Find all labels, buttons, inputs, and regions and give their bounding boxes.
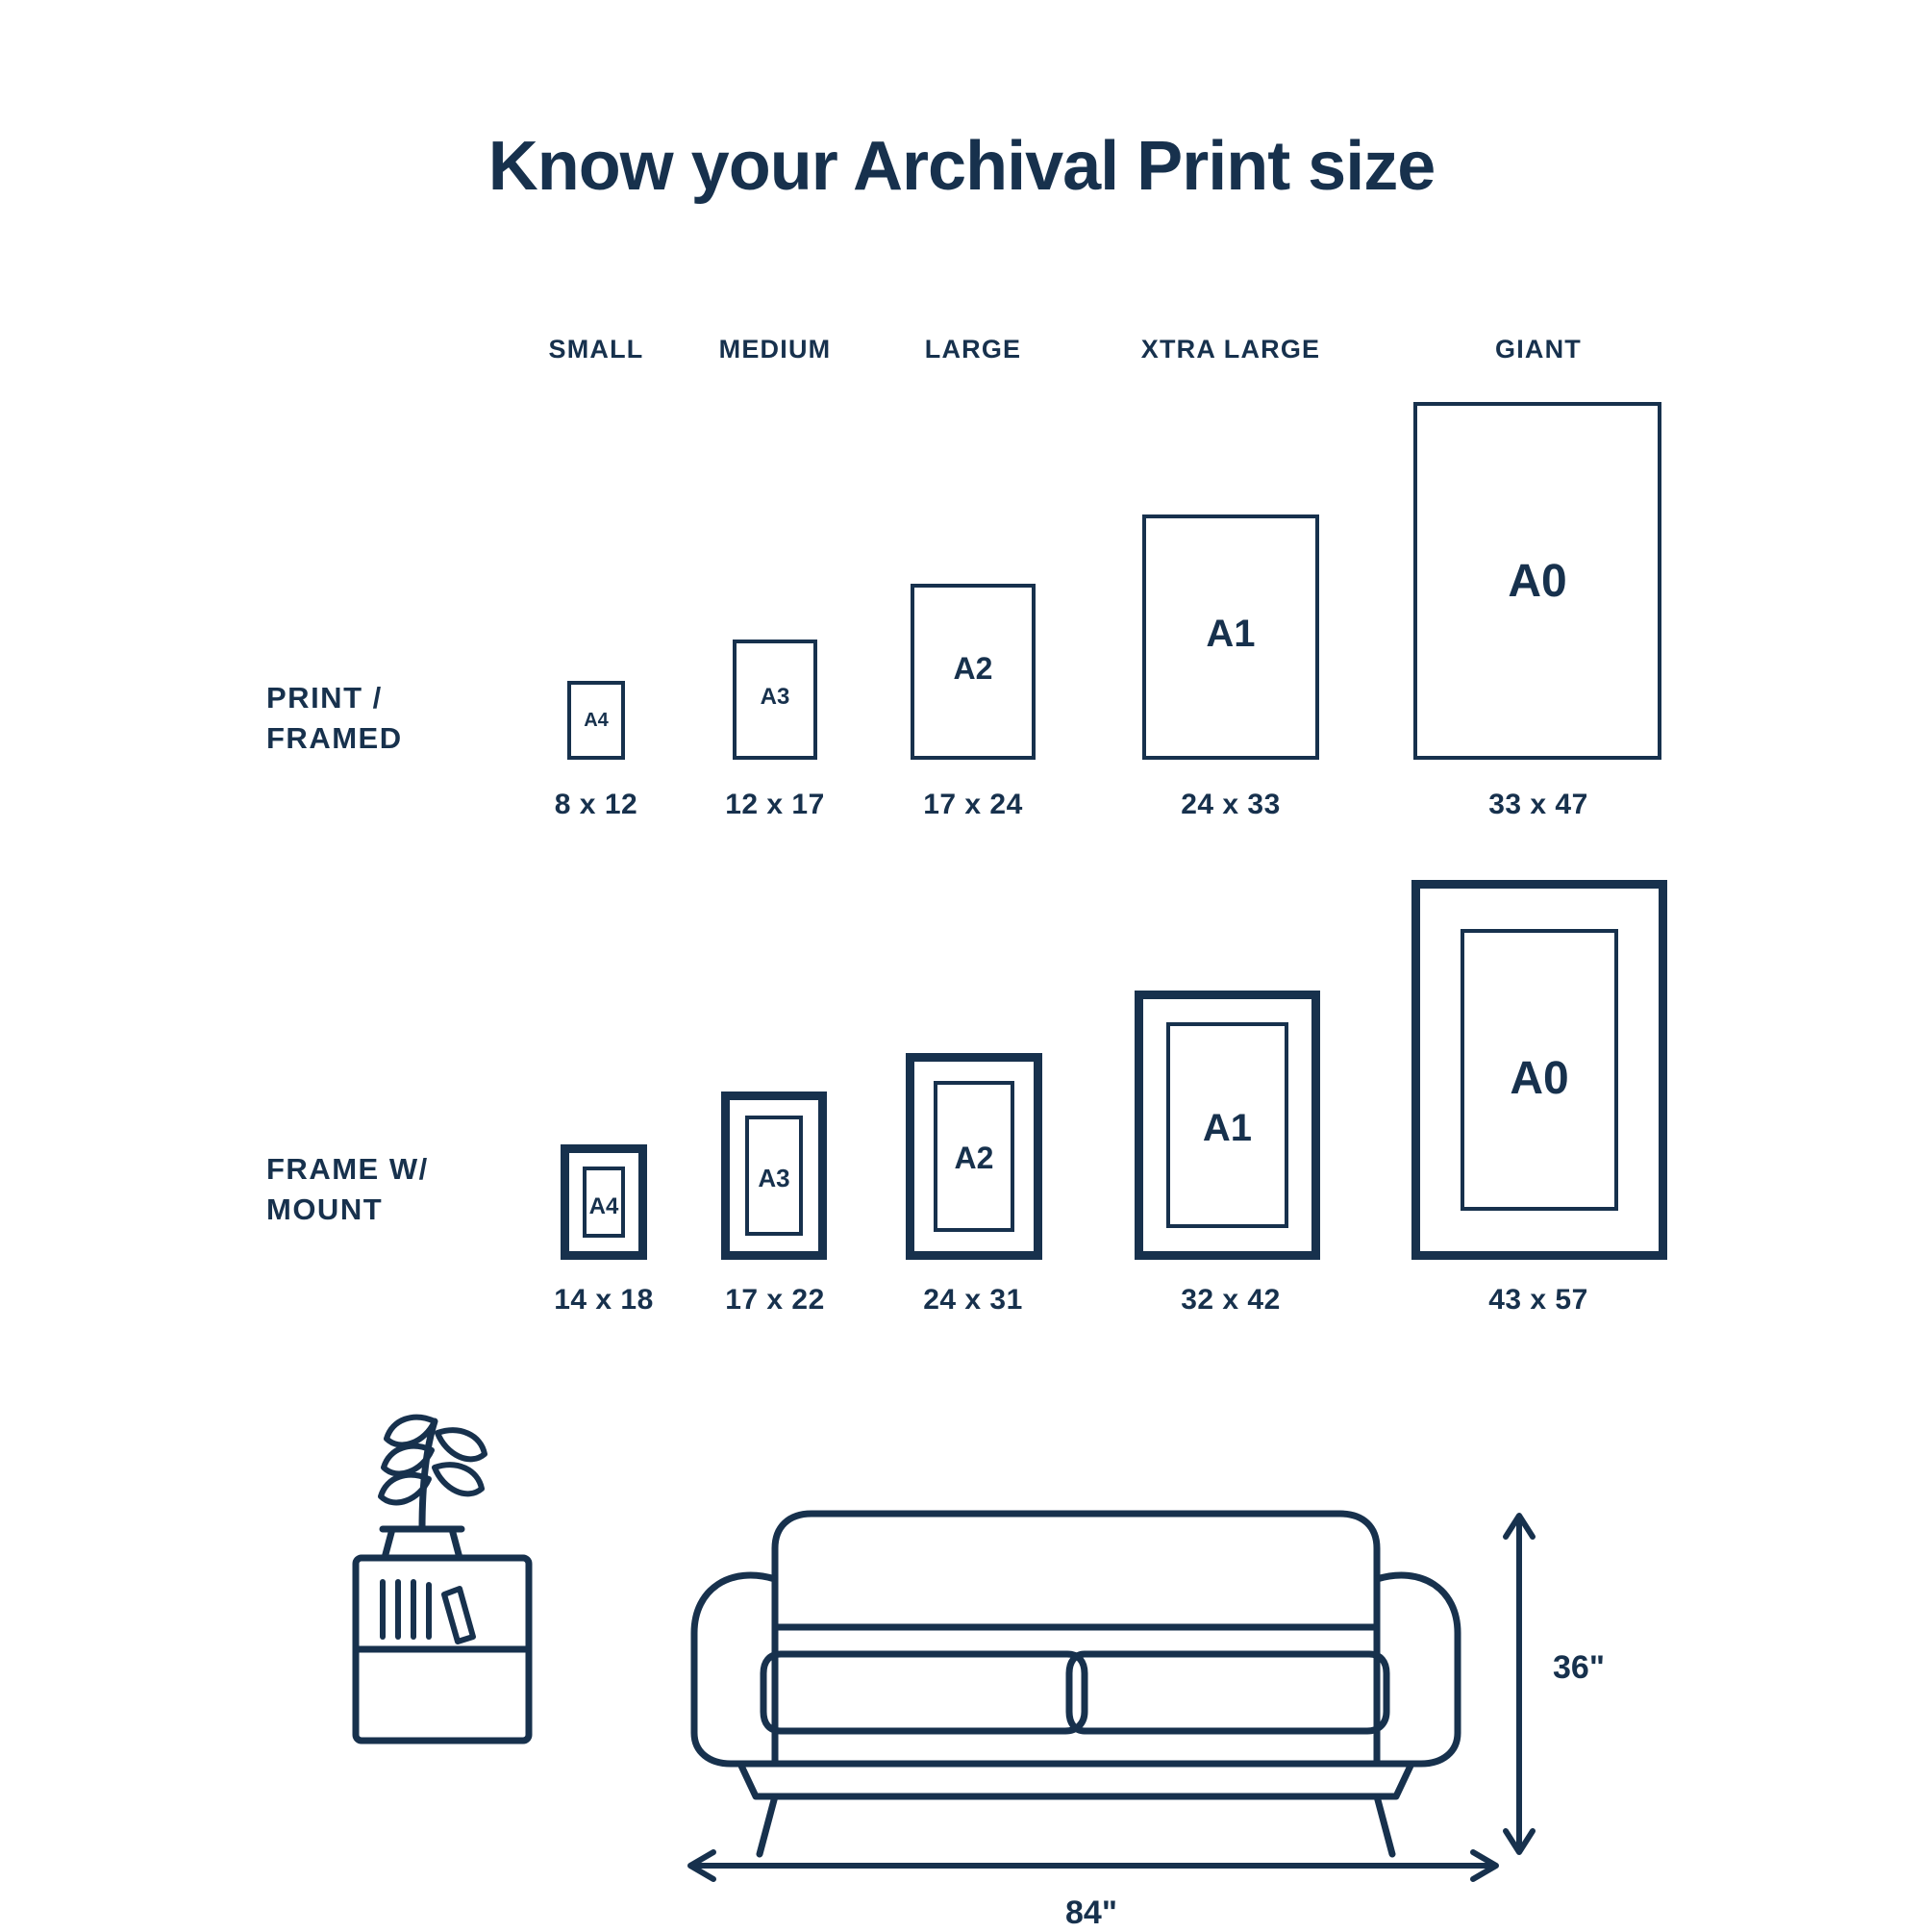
column-header-medium: MEDIUM bbox=[718, 335, 832, 364]
mount-dimension-a2: 24 x 31 bbox=[923, 1284, 1023, 1316]
column-header-small: SMALL bbox=[548, 335, 644, 364]
mount-frame-a4-label: A4 bbox=[588, 1193, 619, 1219]
mount-frame-a4 bbox=[561, 1144, 647, 1260]
mount-dimension-a4: 14 x 18 bbox=[554, 1284, 654, 1316]
sofa-icon bbox=[694, 1514, 1458, 1854]
column-header-xtra-large: XTRA LARGE bbox=[1140, 335, 1321, 364]
sofa-height-label: 36" bbox=[1553, 1649, 1605, 1686]
mount-frame-a0-label: A0 bbox=[1510, 1053, 1569, 1104]
print-frame-a4-label: A4 bbox=[584, 710, 609, 731]
mount-dimension-a1: 32 x 42 bbox=[1181, 1284, 1281, 1316]
column-header-giant: GIANT bbox=[1495, 335, 1582, 364]
row-label-print-framed: PRINT / FRAMED bbox=[266, 681, 403, 756]
print-frame-a2 bbox=[911, 584, 1036, 760]
print-dimension-a2: 17 x 24 bbox=[923, 789, 1023, 820]
sofa-width-label: 84" bbox=[1065, 1894, 1117, 1931]
potted-plant-icon bbox=[381, 1418, 485, 1558]
print-dimension-a4: 8 x 12 bbox=[554, 789, 638, 820]
mount-dimension-a3: 17 x 22 bbox=[725, 1284, 825, 1316]
width-measure-arrow bbox=[690, 1852, 1496, 1879]
scene-illustration bbox=[0, 1375, 1923, 1923]
mount-frame-a1 bbox=[1135, 991, 1320, 1260]
mount-frame-a2-label: A2 bbox=[954, 1141, 994, 1175]
bookshelf-icon bbox=[356, 1558, 529, 1741]
print-frame-a3 bbox=[733, 640, 817, 760]
height-measure-arrow bbox=[1506, 1516, 1533, 1852]
mount-dimension-a0: 43 x 57 bbox=[1488, 1284, 1588, 1316]
mount-frame-a1-label: A1 bbox=[1202, 1107, 1253, 1149]
row-label-frame-with-mount: FRAME W/ MOUNT bbox=[266, 1152, 429, 1227]
column-header-large: LARGE bbox=[924, 335, 1022, 364]
column-headers bbox=[500, 335, 1654, 373]
print-frame-a1-label: A1 bbox=[1206, 613, 1256, 655]
mount-frame-a0 bbox=[1411, 880, 1667, 1260]
print-dimension-a0: 33 x 47 bbox=[1488, 789, 1588, 820]
print-dimension-a3: 12 x 17 bbox=[725, 789, 825, 820]
page-title: Know your Archival Print size bbox=[487, 128, 1436, 205]
print-frame-a0 bbox=[1413, 402, 1661, 760]
print-frame-a2-label: A2 bbox=[953, 651, 993, 686]
mount-frame-a2 bbox=[906, 1053, 1042, 1260]
mount-frame-a3-label: A3 bbox=[758, 1164, 790, 1192]
print-frame-a4 bbox=[567, 681, 625, 760]
mount-frame-a3 bbox=[721, 1091, 827, 1260]
print-frame-a1 bbox=[1142, 514, 1319, 760]
print-frame-a0-label: A0 bbox=[1508, 556, 1567, 607]
print-dimension-a1: 24 x 33 bbox=[1181, 789, 1281, 820]
print-frame-a3-label: A3 bbox=[760, 684, 790, 710]
room-scene bbox=[0, 1375, 1923, 1931]
